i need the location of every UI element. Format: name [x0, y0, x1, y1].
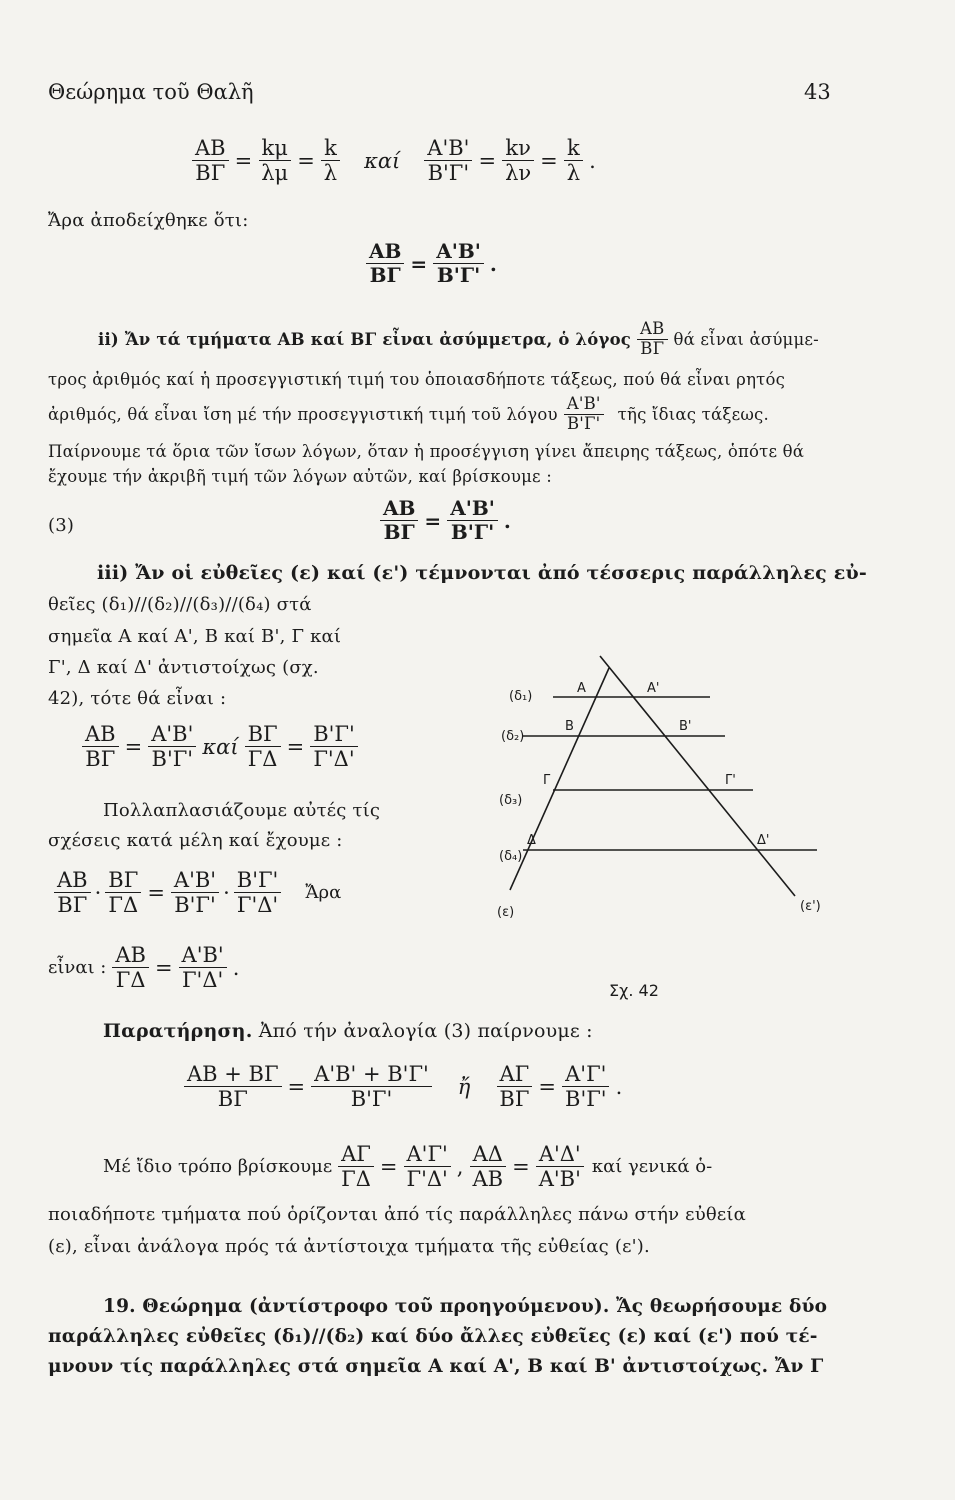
- equation-2: $\frac{AB}{B\Gamma}$ = $\frac{A'B'}{B'\Gamma'}$ .: [364, 240, 501, 287]
- line-e-prime: [600, 656, 795, 896]
- label-e: (ε): [497, 905, 515, 920]
- label-A-prime: A': [647, 681, 660, 696]
- equation-1: $\frac{AB}{B\Gamma}$ = $\frac{k\mu}{\lambda\mu}$ = $\frac{k}{\lambda}$ καί $\frac{A'B'}{B'\Gamma'}$ = $\frac{k\nu}{\lambda\nu}$ = $\frac{k}{\lambda}$ .: [190, 136, 600, 185]
- fraction: $\frac{B'\Gamma'}{\Gamma'\Delta'}$: [234, 868, 282, 917]
- para-ii-line-2: τρος ἀριθμός καί ἡ προσεγγιστική τιμή του ὁποιασδήποτε τάξεως, πού θά εἶναι ρητός: [48, 370, 786, 389]
- fraction: $\frac{AB}{B\Gamma}$: [192, 136, 229, 185]
- label-e-prime: (ε'): [800, 899, 821, 914]
- fraction: $\frac{B\Gamma}{\Gamma\Delta}$: [105, 868, 141, 917]
- para-iii-line-2: θεῖες (δ₁)//(δ₂)//(δ₃)//(δ₄) στά: [48, 594, 312, 615]
- fraction: $\frac{k\nu}{\lambda\nu}$: [502, 136, 534, 185]
- theorem-19-line-2: παράλληλες εὐθεῖες (δ₁)//(δ₂) καί δύο ἄλλες εὐθεῖες (ε) καί (ε') πού τέ-: [48, 1326, 818, 1347]
- para-iii-line-1: iii) Ἄν οἱ εὐθεῖες (ε) καί (ε') τέμνονται ἀπό τέσσερις παράλληλες εὐ-: [97, 562, 867, 584]
- label-d3: (δ₃): [499, 793, 523, 808]
- label-d1: (δ₁): [509, 689, 533, 704]
- label-B: B: [565, 719, 574, 734]
- equation-5: $\frac{AB}{B\Gamma}$ · $\frac{B\Gamma}{\Gamma\Delta}$ = $\frac{A'B'}{B'\Gamma'}$ · $\frac{B'\Gamma'}{\Gamma'\Delta'}$ Ἄρα: [52, 868, 345, 917]
- theorem-19-line-1: 19. Θεώρημα (ἀντίστροφο τοῦ προηγούμενου). Ἄς θεωρήσουμε δύο: [103, 1296, 828, 1317]
- label-G-prime: Γ': [725, 773, 736, 788]
- fraction: $\frac{A'\Delta'}{A'B'}$: [536, 1142, 584, 1191]
- equation-3-label: (3): [48, 515, 75, 536]
- fraction: $\frac{AB}{B\Gamma}$: [54, 868, 91, 917]
- fraction: $\frac{A\Gamma}{\Gamma\Delta}$: [338, 1142, 374, 1191]
- equation-6: εἶναι : $\frac{AB}{\Gamma\Delta}$ = $\frac{A'B'}{\Gamma'\Delta'}$ .: [48, 943, 240, 993]
- remark: Παρατήρηση. Ἀπό τήν ἀναλογία (3) παίρνουμε :: [103, 1020, 593, 1042]
- proof-line: Ἄρα ἀποδείχθηκε ὅτι:: [48, 210, 249, 231]
- para-ii-line-5: ἔχουμε τήν ἀκριβῆ τιμή τῶν λόγων αὐτῶν, καί βρίσκουμε :: [48, 467, 552, 486]
- fraction: $\frac{A\Delta}{AB}$: [469, 1142, 506, 1191]
- fraction: $\frac{A'B'}{B'\Gamma'}$: [148, 722, 196, 771]
- fraction: $\frac{A'B'}{\Gamma'\Delta'}$: [179, 943, 227, 992]
- para-iii-line-4: Γ', Δ καί Δ' ἀντιστοίχως (σχ.: [48, 657, 319, 678]
- label-D-prime: Δ': [757, 833, 770, 848]
- figure-42: [495, 648, 835, 1008]
- fraction: $\frac{AB}{\Gamma\Delta}$: [112, 943, 149, 992]
- multiply-line-1: Πολλαπλασιάζουμε αὐτές τίς: [103, 800, 381, 821]
- label-D: Δ: [527, 833, 536, 848]
- page-number: 43: [804, 80, 831, 104]
- equation-4: $\frac{AB}{B\Gamma}$ = $\frac{A'B'}{B'\Gamma'}$ καί $\frac{B\Gamma}{\Gamma\Delta}$ = $\frac{B'\Gamma'}{\Gamma'\Delta'}$: [80, 722, 360, 771]
- para-iii-line-3: σημεῖα Α καί Α', Β καί Β', Γ καί: [48, 626, 342, 647]
- conclusion-line-2: (ε), εἶναι ἀνάλογα πρός τά ἀντίστοιχα τμήματα τῆς εὐθείας (ε').: [48, 1236, 650, 1257]
- label-d4: (δ₄): [499, 849, 523, 864]
- fraction: $\frac{k}{\lambda}$: [321, 136, 340, 185]
- theorem-19-line-3: μνουν τίς παράλληλες στά σημεῖα Α καί Α', Β καί Β' ἀντιστοίχως. Ἄν Γ: [48, 1356, 824, 1377]
- fraction: $\frac{AB + B\Gamma}{B\Gamma}$: [184, 1062, 282, 1111]
- fraction: $\frac{k}{\lambda}$: [564, 136, 583, 185]
- running-title: Θεώρημα τοῦ Θαλῆ: [48, 80, 254, 104]
- label-A: A: [577, 681, 586, 696]
- equation-8: Μέ ἴδιο τρόπο βρίσκουμε $\frac{A\Gamma}{\Gamma\Delta}$ = $\frac{A'\Gamma'}{\Gamma'\Delta'}$ , $\frac{A\Delta}{AB}$ = $\frac{A'\Delta'}{A'B'}$ καί γενικά ὁ-: [103, 1142, 713, 1192]
- label-d2: (δ₂): [501, 729, 525, 744]
- label-G: Γ: [543, 773, 551, 788]
- equation-3: $\frac{AB}{B\Gamma}$ = $\frac{A'B'}{B'\Gamma'}$ .: [378, 497, 515, 544]
- fraction: $\frac{AB}{B\Gamma}$: [82, 722, 119, 771]
- figure-caption: Σχ. 42: [609, 981, 659, 1000]
- fraction: $\frac{A'B'}{B'\Gamma'}$: [424, 136, 472, 185]
- fraction: $\frac{k\mu}{\lambda\mu}$: [258, 136, 291, 185]
- para-ii-line-1: ii) Ἄν τά τμήματα ΑΒ καί ΒΓ εἶναι ἀσύμμετρα, ὁ λόγος $\frac{AB}{B\Gamma}$ θά εἶναι ἀσύμμε-: [98, 319, 819, 358]
- fraction: $\frac{AB}{B\Gamma}$: [380, 497, 418, 544]
- conclusion-line-1: ποιαδήποτε τμήματα πού ὁρίζονται ἀπό τίς παράλληλες πάνω στήν εὐθεία: [48, 1204, 747, 1225]
- para-iii-line-5: 42), τότε θά εἶναι :: [48, 688, 227, 709]
- fraction: $\frac{A'B'}{B'\Gamma'}$: [433, 240, 484, 287]
- label-B-prime: B': [679, 719, 692, 734]
- fraction: $\frac{B\Gamma}{\Gamma\Delta}$: [245, 722, 281, 771]
- fraction: $\frac{A'B' + B'\Gamma'}{B'\Gamma'}$: [311, 1062, 432, 1111]
- para-ii-line-4: Παίρνουμε τά ὅρια τῶν ἴσων λόγων, ὅταν ἡ προσέγγιση γίνει ἄπειρης τάξεως, ὁπότε θά: [48, 442, 805, 461]
- fraction: $\frac{A'B'}{B'\Gamma'}$: [447, 497, 498, 544]
- fraction: $\frac{AB}{B\Gamma}$: [366, 240, 404, 287]
- fraction: $\frac{A'\Gamma'}{B'\Gamma'}$: [562, 1062, 610, 1111]
- fraction: $\frac{A\Gamma}{B\Gamma}$: [496, 1062, 532, 1111]
- fraction: $\frac{B'\Gamma'}{\Gamma'\Delta'}$: [310, 722, 358, 771]
- equation-7: $\frac{AB + B\Gamma}{B\Gamma}$ = $\frac{A'B' + B'\Gamma'}{B'\Gamma'}$ ἤ $\frac{A\Gamma}{B\Gamma}$ = $\frac{A'\Gamma'}{B'\Gamma'}$ .: [182, 1062, 626, 1111]
- para-ii-line-3: ἀριθμός, θά εἶναι ἴση μέ τήν προσεγγιστική τιμή τοῦ λόγου $\frac{A'B'}{B'\Gamma'}$ τῆς ἴδιας τάξεως.: [48, 394, 769, 433]
- multiply-line-2: σχέσεις κατά μέλη καί ἔχουμε :: [48, 830, 343, 851]
- fraction: $\frac{A'B'}{B'\Gamma'}$: [171, 868, 219, 917]
- fraction: $\frac{A'\Gamma'}{\Gamma'\Delta'}$: [404, 1142, 451, 1191]
